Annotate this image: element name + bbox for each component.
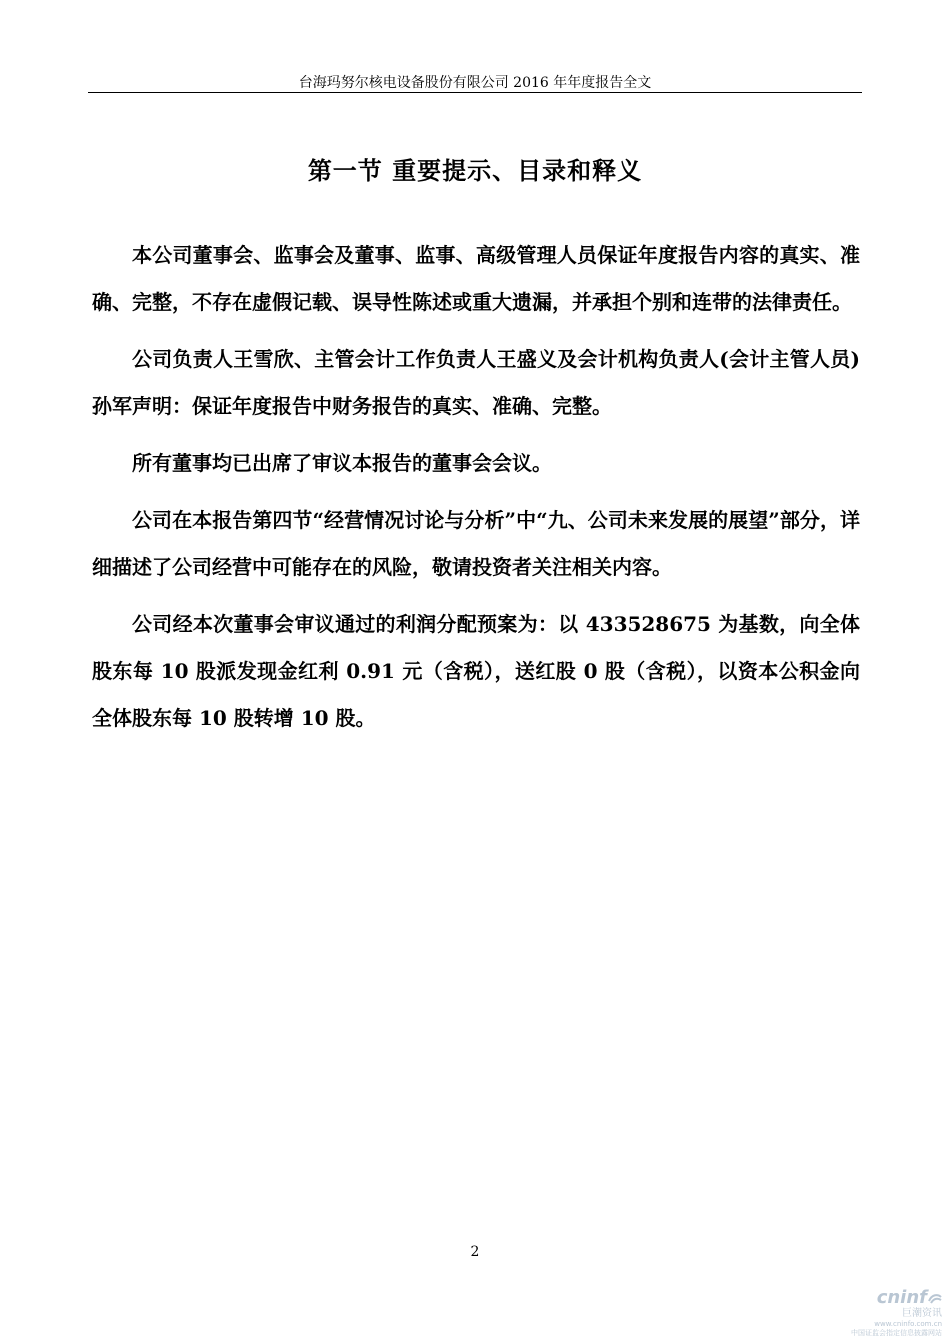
paragraph-board-attendance: 所有董事均已出席了审议本报告的董事会会议。 [132, 451, 552, 475]
cninfo-url: www.cninfo.com.cn [874, 1320, 942, 1328]
cninfo-chinese-name: 巨潮资讯 [902, 1308, 942, 1319]
paragraph-risk-notice: 公司在本报告第四节“经营情况讨论与分析”中“九、公司未来发展的展望”部分，详细描述了公司经营中可能存在的风险，敬请投资者关注相关内容。 [92, 508, 860, 579]
cninfo-logo-text: cninf [876, 1287, 927, 1308]
header-rule [88, 92, 862, 93]
paragraph-financial-statement-declaration: 公司负责人王雪欣、主管会计工作负责人王盛义及会计机构负责人(会计主管人员)孙军声明：保证年度报告中财务报告的真实、准确、完整。 [92, 347, 860, 418]
cninfo-logo [832, 1288, 942, 1308]
swirl-icon [928, 1292, 942, 1304]
paragraph-responsibility-statement: 本公司董事会、监事会及董事、监事、高级管理人员保证年度报告内容的真实、准确、完整，不存在虚假记载、误导性陈述或重大遗漏，并承担个别和连带的法律责任。 [92, 243, 860, 314]
running-header: 台海玛努尔核电设备股份有限公司 2016 年年度报告全文 [298, 75, 652, 91]
page-number: 2 [470, 1244, 480, 1260]
paragraph-profit-distribution: 公司经本次董事会审议通过的利润分配预案为：以 433528675 为基数，向全体股东每 10 股派发现金红利 0.91 元（含税），送红股 0 股（含税），以资本公积金向全体股东每 10 股转增 10 股。 [92, 612, 860, 730]
section-title: 第一节 重要提示、目录和释义 [307, 156, 643, 185]
cninfo-tagline: 中国证监会指定信息披露网站 [851, 1329, 942, 1337]
body-text [92, 232, 860, 752]
cninfo-watermark [832, 1288, 942, 1338]
